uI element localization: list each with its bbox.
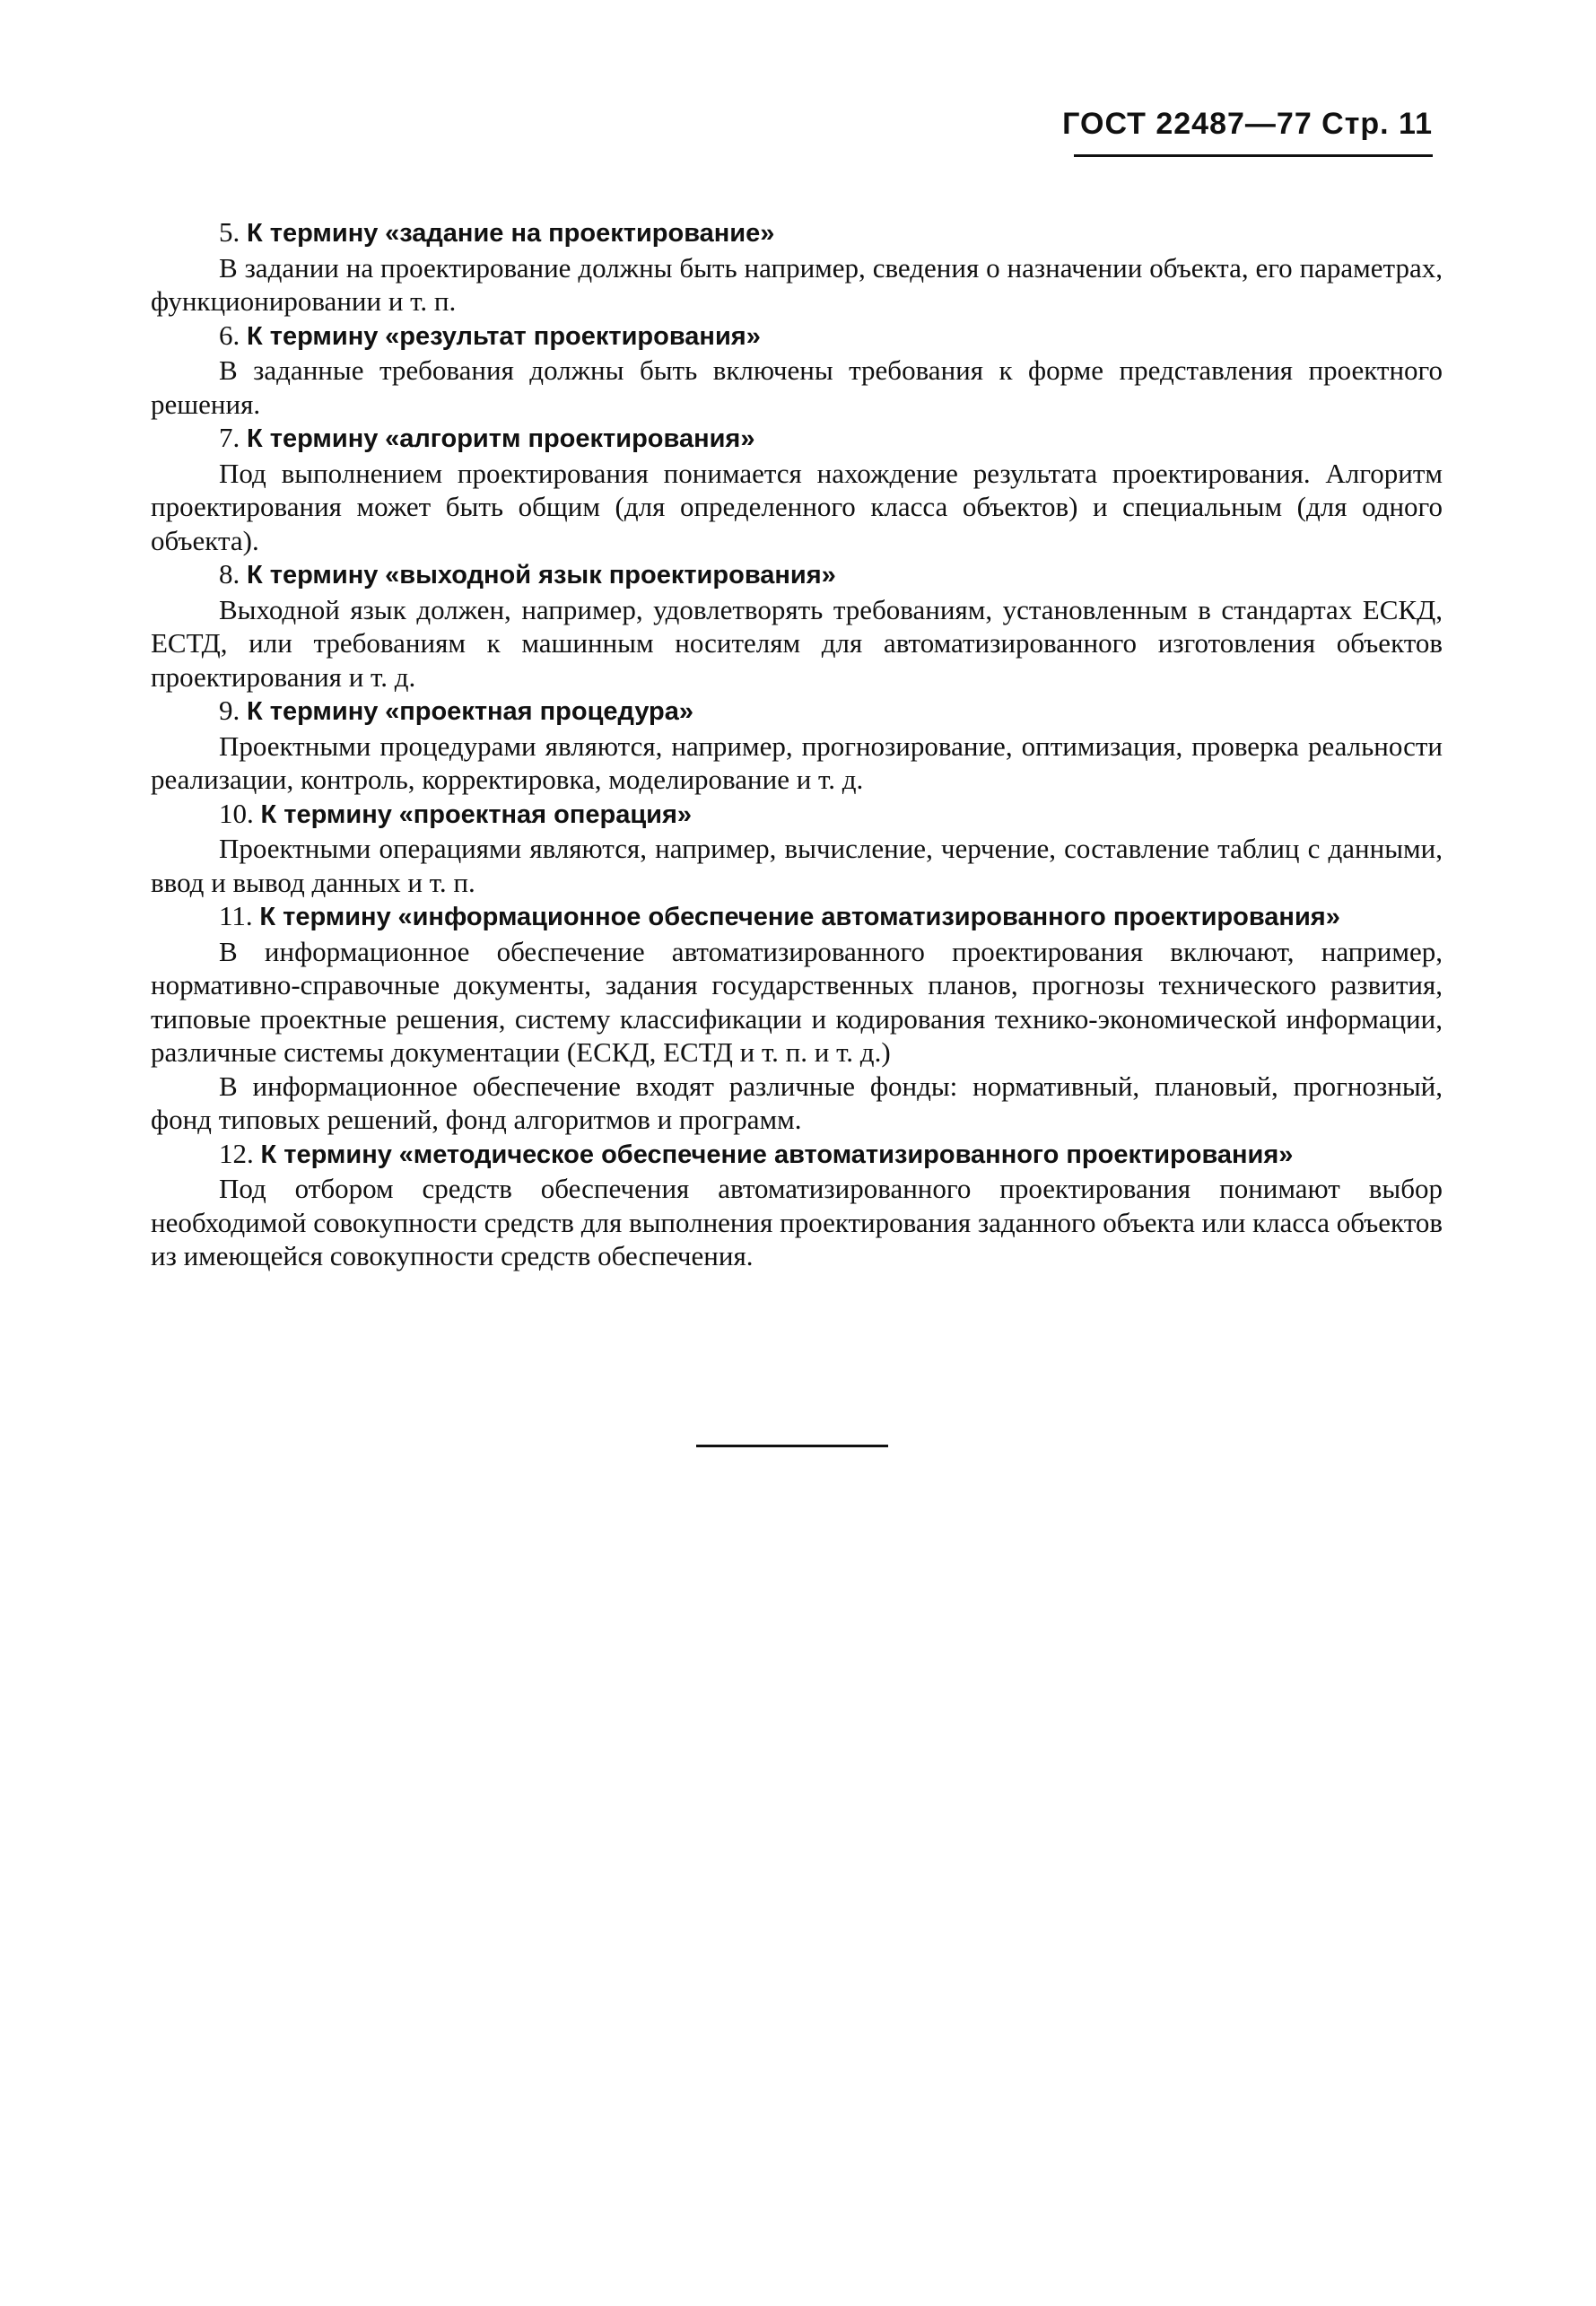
section-term: «информационное обеспечение автоматизированного проектирования» xyxy=(397,903,1340,931)
section-prefix: К термину xyxy=(259,903,391,931)
section-paragraph: В информационное обеспечение автоматизированного проектирования включают, например, нормативно-справочные документы, задания государственных планов, прогнозы технического развития, типовые проектные решения, систему классификации и кодирования технико-экономической информации, различные системы документации (ЕСКД, ЕСТД и т. п. и т. д.) xyxy=(151,935,1443,1068)
section-term: «задание на проектирование» xyxy=(385,219,775,248)
section-number: 12. xyxy=(219,1137,254,1169)
section-prefix: К термину xyxy=(260,799,392,829)
section-paragraph: Под выполнением проектирования понимается нахождение результата проектирования. Алгоритм проектирования может быть общим (для определенного класса объектов) и специальным (для одного объекта). xyxy=(151,457,1443,556)
section-paragraph: Проектными процедурами являются, например, прогнозирование, оптимизация, проверка реальности реализации, контроль, корректировка, моделирование и т. д. xyxy=(151,729,1443,795)
section-paragraph: Выходной язык должен, например, удовлетворять требованиям, установленным в стандартах ЕСКД, ЕСТД, или требованиям к машинным носителям для автоматизированного изготовления объектов проектирования и т. д. xyxy=(151,593,1443,693)
section-prefix: К термину xyxy=(247,321,379,351)
section-heading-12 xyxy=(151,1137,1443,1173)
section-number: 5. xyxy=(219,216,240,248)
section-paragraph: Проектными операциями являются, например, вычисление, черчение, составление таблиц с данными, ввод и вывод данных и т. п. xyxy=(151,833,1443,898)
document-body xyxy=(151,215,1443,1273)
header-underline xyxy=(1074,154,1433,157)
section-term: «выходной язык проектирования» xyxy=(385,561,836,590)
header-standard-and-page: ГОСТ 22487—77 Стр. 11 xyxy=(1062,107,1433,141)
section-number: 11. xyxy=(219,900,253,931)
section-heading-9 xyxy=(151,694,1443,729)
section-prefix: К термину xyxy=(247,219,379,248)
section-paragraph: В заданные требования должны быть включены требования к форме представления проектного решения. xyxy=(151,354,1443,420)
section-heading-6 xyxy=(151,319,1443,354)
section-heading-8 xyxy=(151,557,1443,593)
section-paragraph: В задании на проектирование должны быть например, сведения о назначении объекта, его параметрах, функционировании и т. п. xyxy=(151,251,1443,317)
section-prefix: К термину xyxy=(247,697,379,726)
section-prefix: К термину xyxy=(260,1140,392,1169)
page-header xyxy=(1062,106,1433,142)
section-number: 10. xyxy=(219,797,254,829)
section-prefix: К термину xyxy=(247,424,379,453)
section-heading-10 xyxy=(151,797,1443,833)
section-heading-11 xyxy=(151,899,1443,935)
end-of-text-rule xyxy=(696,1445,888,1447)
section-number: 6. xyxy=(219,319,240,351)
section-term: «алгоритм проектирования» xyxy=(385,424,755,453)
section-term: «проектная процедура» xyxy=(385,697,694,726)
section-paragraph: Под отбором средств обеспечения автоматизированного проектирования понимают выбор необходимой совокупности средств для выполнения проектирования заданного объекта или класса объектов из имеющейся совокупности средств обеспечения. xyxy=(151,1173,1443,1271)
section-heading-7 xyxy=(151,421,1443,457)
section-term: «методическое обеспечение автоматизированного проектирования» xyxy=(398,1140,1294,1169)
section-number: 7. xyxy=(219,422,240,453)
section-term: «проектная операция» xyxy=(398,799,693,829)
section-heading-5 xyxy=(151,215,1443,251)
section-number: 8. xyxy=(219,558,240,590)
section-number: 9. xyxy=(219,694,240,726)
section-paragraph: В информационное обеспечение входят различные фонды: нормативный, плановый, прогнозный, фонд типовых решений, фонд алгоритмов и программ. xyxy=(151,1070,1443,1135)
section-prefix: К термину xyxy=(247,561,379,590)
section-term: «результат проектирования» xyxy=(385,321,761,351)
